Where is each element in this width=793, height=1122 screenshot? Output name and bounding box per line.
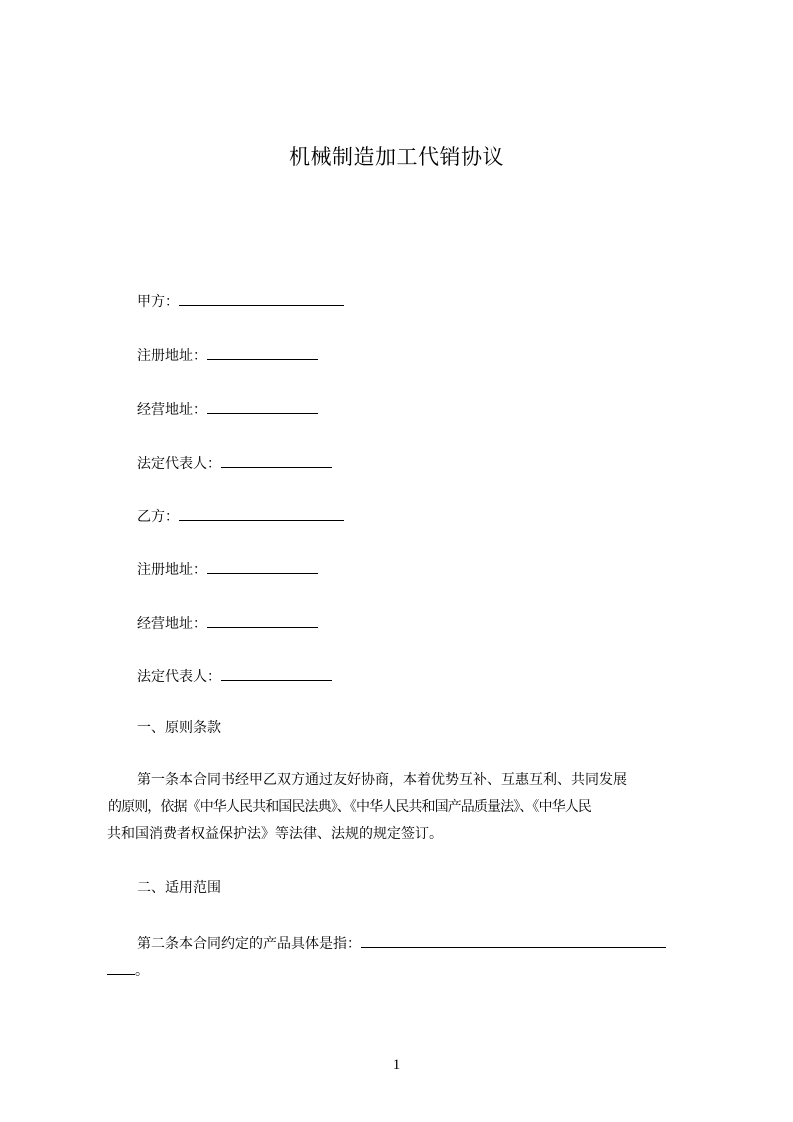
document-title: 机械制造加工代销协议 bbox=[289, 145, 504, 169]
section-2-paragraph-line-1 bbox=[137, 932, 666, 954]
section-1-paragraph-line-1: 第一条本合同书经甲乙双方通过友好协商，本着优势互补、互惠互利、共同发展 bbox=[137, 772, 627, 788]
party-a-legal-rep-field bbox=[137, 452, 332, 474]
party-a-legal-rep-label: 法定代表人： bbox=[137, 456, 221, 472]
party-a-reg-address-blank[interactable] bbox=[207, 344, 318, 360]
section-2-heading: 二、适用范围 bbox=[137, 880, 221, 896]
party-b-biz-address-label: 经营地址： bbox=[137, 616, 207, 632]
section-1-heading: 一、原则条款 bbox=[137, 720, 221, 736]
party-b-name-label: 乙方： bbox=[137, 509, 179, 525]
party-b-biz-address-field bbox=[137, 612, 318, 634]
party-b-name-field bbox=[137, 505, 344, 527]
party-b-name-blank[interactable] bbox=[179, 505, 344, 521]
section-2-paragraph-end: 。 bbox=[135, 963, 149, 979]
party-a-name-blank[interactable] bbox=[179, 290, 344, 306]
party-a-biz-address-field bbox=[137, 398, 318, 420]
party-a-name-field bbox=[137, 290, 344, 312]
party-a-biz-address-blank[interactable] bbox=[207, 398, 318, 414]
party-a-reg-address-field bbox=[137, 344, 318, 366]
party-b-biz-address-blank[interactable] bbox=[207, 612, 318, 628]
section-2-paragraph-line-2 bbox=[107, 959, 149, 981]
section-1-paragraph-line-3: 共和国消费者权益保护法》等法律、法规的规定签订。 bbox=[107, 826, 443, 842]
page-number: 1 bbox=[392, 1057, 401, 1073]
party-b-legal-rep-field bbox=[137, 665, 332, 687]
party-a-name-label: 甲方： bbox=[137, 294, 179, 310]
party-a-biz-address-label: 经营地址： bbox=[137, 402, 207, 418]
party-b-reg-address-blank[interactable] bbox=[207, 558, 318, 574]
party-b-legal-rep-blank[interactable] bbox=[221, 665, 332, 681]
party-a-reg-address-label: 注册地址： bbox=[137, 348, 207, 364]
party-b-reg-address-field bbox=[137, 558, 318, 580]
party-a-legal-rep-blank[interactable] bbox=[221, 452, 332, 468]
party-b-legal-rep-label: 法定代表人： bbox=[137, 669, 221, 685]
section-1-paragraph-line-2: 的原则，依据《中华人民共和国民法典》、《中华人民共和国产品质量法》、《中华人民 bbox=[108, 799, 591, 815]
section-2-paragraph-text: 第二条本合同约定的产品具体是指： bbox=[137, 936, 361, 952]
party-b-reg-address-label: 注册地址： bbox=[137, 562, 207, 578]
product-description-blank-continued[interactable] bbox=[107, 959, 135, 975]
product-description-blank[interactable] bbox=[361, 932, 666, 948]
